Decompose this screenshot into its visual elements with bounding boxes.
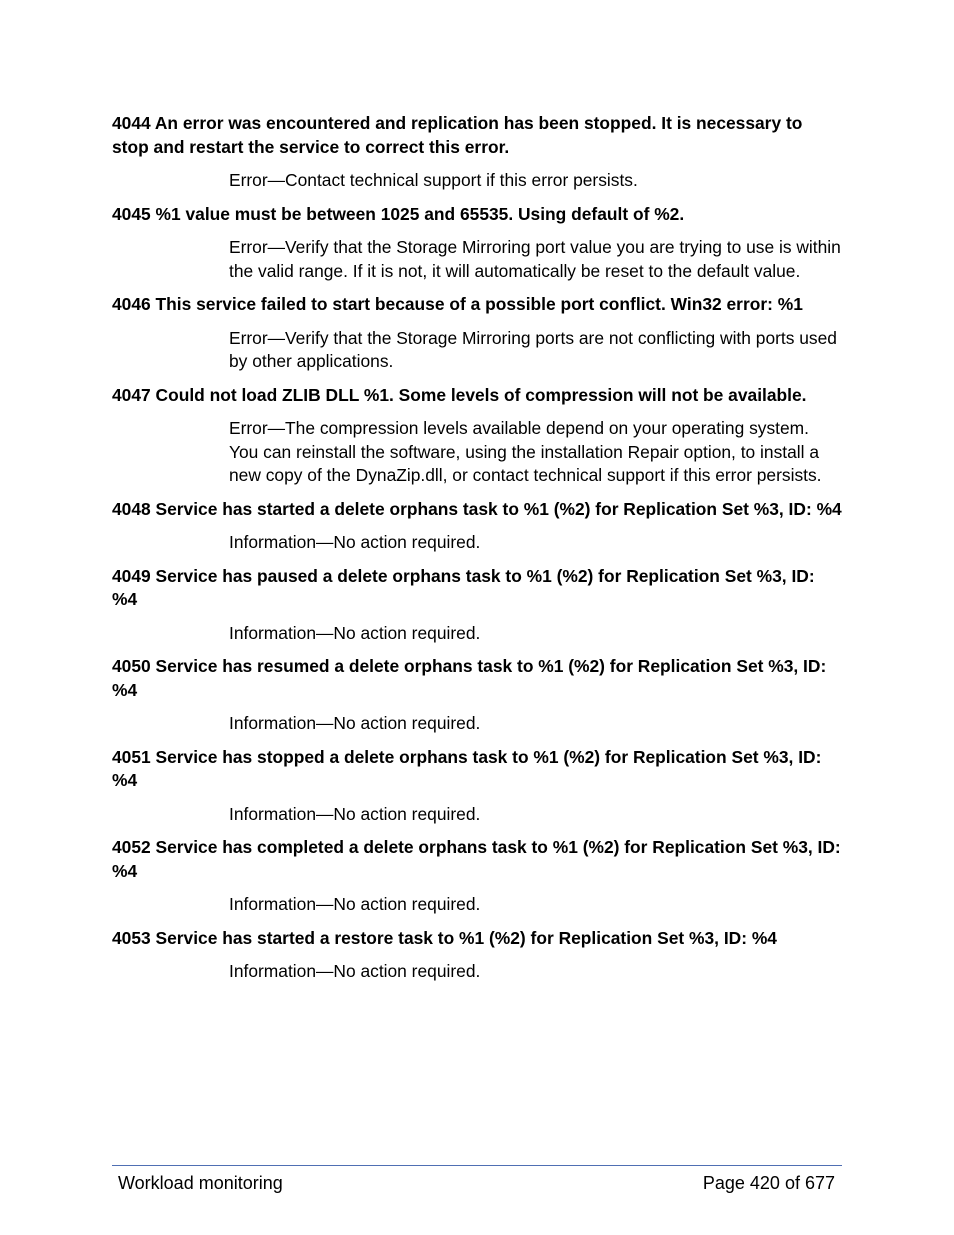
entry-4053 [112,927,842,984]
entry-description: Information—No action required. [229,622,481,643]
entry-description: Information—No action required. [229,803,481,824]
entry-description: Error—The compression levels available depend on your operating system. You can reinstall the software, using the installation Repair option, to install a new copy of the DynaZip.dll, or contact technical support if this error persists. [229,418,822,485]
entry-description: Error—Verify that the Storage Mirroring port value you are trying to use is within the valid range. If it is not, it will automatically be reset to the default value. [229,237,841,281]
entry-heading: 4052 Service has completed a delete orphans task to %1 (%2) for Replication Set %3, ID: %4 [112,837,841,881]
entry-4051 [112,746,842,827]
entry-description: Error—Contact technical support if this error persists. [229,170,638,190]
entry-heading: 4045 %1 value must be between 1025 and 65535. Using default of %2. [112,203,685,224]
entry-heading: 4051 Service has stopped a delete orphans task to %1 (%2) for Replication Set %3, ID: %4 [112,746,822,790]
entry-4044 [112,112,842,193]
footer-page-number: Page 420 of 677 [702,1173,835,1193]
entry-description: Information—No action required. [229,713,481,733]
document-body [112,112,842,994]
entry-heading: 4046 This service failed to start because of a possible port conflict. Win32 error: %1 [112,294,803,314]
footer-section-title: Workload monitoring [118,1173,283,1193]
entry-4045 [112,203,842,284]
entry-heading: 4053 Service has started a restore task to %1 (%2) for Replication Set %3, ID: %4 [112,927,777,948]
entry-4048 [112,498,842,555]
entry-heading: 4048 Service has started a delete orphans task to %1 (%2) for Replication Set %3, ID: %4 [112,498,842,519]
entry-4046 [112,293,842,374]
entry-description: Information—No action required. [229,532,481,552]
entry-description: Information—No action required. [229,961,481,981]
entry-4050 [112,655,842,736]
entry-description: Information—No action required. [229,894,481,914]
entry-4047 [112,384,842,488]
entry-heading: 4050 Service has resumed a delete orphans task to %1 (%2) for Replication Set %3, ID: %4 [112,656,827,700]
entry-4052 [112,836,842,917]
entry-heading: 4044 An error was encountered and replication has been stopped. It is necessary to stop and restart the service to correct this error. [112,113,803,157]
entry-4049 [112,565,842,646]
footer-divider [112,1165,842,1166]
entry-heading: 4049 Service has paused a delete orphans task to %1 (%2) for Replication Set %3, ID: %4 [112,565,815,609]
entry-heading: 4047 Could not load ZLIB DLL %1. Some levels of compression will not be available. [112,384,807,405]
entry-description: Error—Verify that the Storage Mirroring ports are not conflicting with ports used by other applications. [229,327,837,371]
